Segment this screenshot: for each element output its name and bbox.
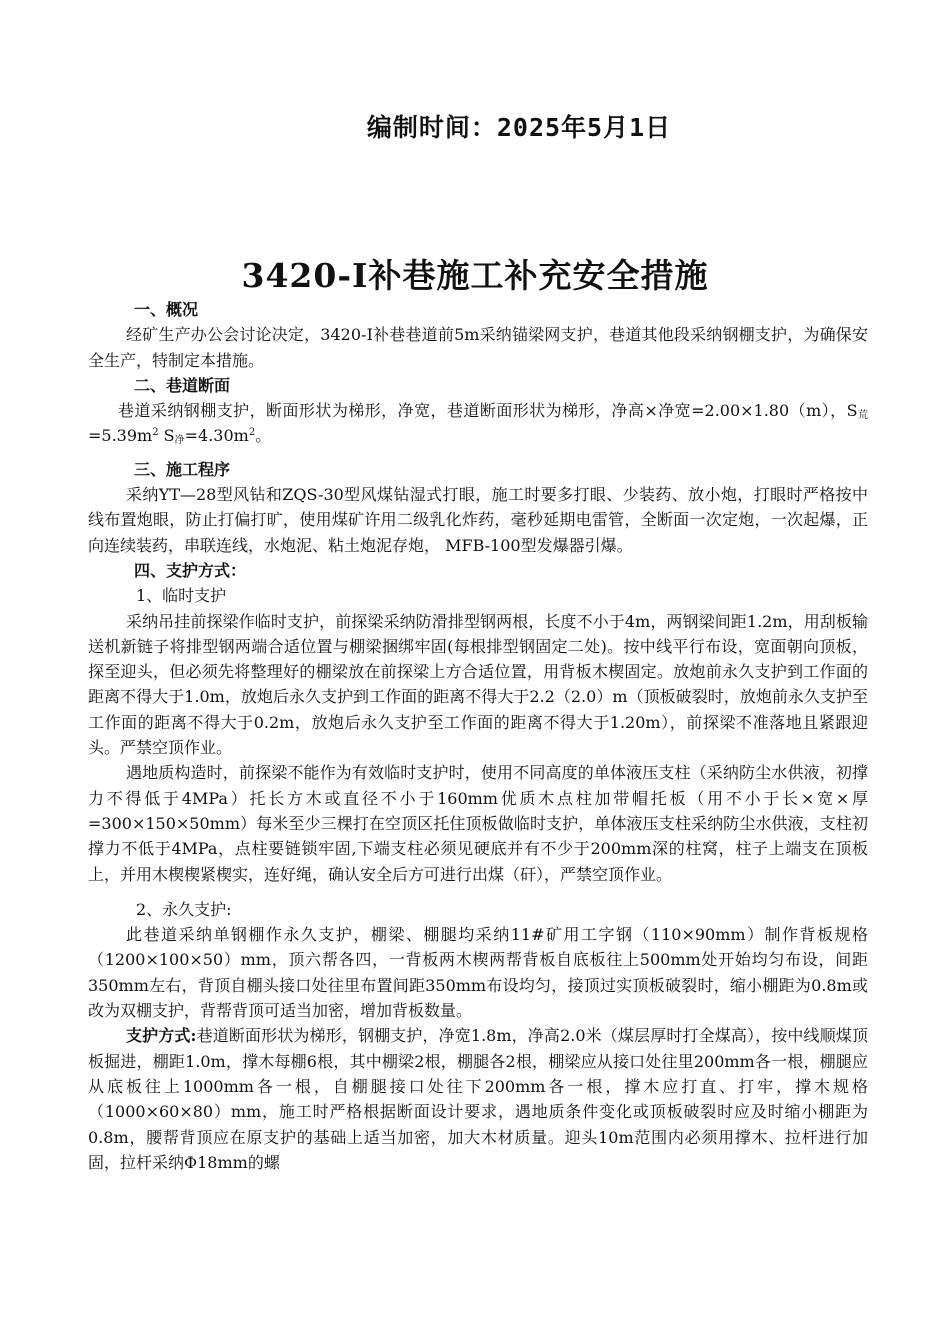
- subheading-temporary-support: 1、临时支护: [136, 586, 227, 606]
- section-heading-roadway-section: 二、巷道断面: [134, 375, 231, 395]
- paragraph-overview: 经矿生产办公会讨论决定，3420-Ⅰ补巷巷道前5m采纳锚梁网支护，巷道其他段采纳钢棚支护，为确保安全生产，特制定本措施。: [88, 325, 868, 370]
- document-body: [88, 297, 868, 1175]
- section-heading-overview: 一、概况: [134, 300, 199, 319]
- superscript: 2: [152, 427, 159, 439]
- subscript-net: 净: [174, 435, 185, 447]
- paragraph-temporary-support: 采纳吊挂前探梁作临时支护，前探梁采纳防滑排型钢两根，长度不小于4m，两钢梁间距1.2m，用刮板输送机新链子将排型钢两端合适位置与棚梁捆绑牢固(每根排型钢固定二处)。按中线平行布设，宽面朝向顶板，探至迎头，但必须先将整理好的棚梁放在前探梁上方合适位置，用背板木楔固定。放炮前永久支护到工作面的距离不得大于1.0m，放炮后永久支护到工作面的距离不得大于2.2（2.0）m（顶板破裂时，放炮前永久支护至工作面的距离不得大于0.2m，放炮后永久支护至工作面的距离不得大于1.20m），前探梁不准落地且紧跟迎头。严禁空顶作业。: [88, 611, 868, 758]
- section-heading-construction-procedure: 三、施工程序: [134, 459, 231, 479]
- inline-label: 支护方式:: [126, 1026, 197, 1046]
- compile-date: 编制时间：2025年5月1日: [366, 113, 672, 142]
- text-run: S: [158, 426, 175, 446]
- text-run: 。: [255, 426, 272, 446]
- paragraph-geological-structure: 遇地质构造时，前探梁不能作为有效临时支护时，使用不同高度的单体液压支柱（采纳防尘水供液，初撑力不得低于4MPa）托长方木或直径不小于160mm优质木点柱加带帽托板（用不小于长×宽×厚=300×150×50mm）每米至少三棵打在空顶区托住顶板做临时支护，单体液压支柱采纳防尘水供液，支柱初撑力不低于4MPa，点柱要链锁牢固,下端支柱必须见硬底并有不少于200mm深的柱窝，柱子上端支在顶板上，并用木楔楔紧楔实，连好绳，确认安全后方可进行出煤（矸），严禁空顶作业。: [88, 763, 868, 884]
- superscript: 2: [248, 427, 256, 439]
- document-title: 3420-Ⅰ补巷施工补充安全措施: [241, 256, 709, 295]
- paragraph-roadway-section: [88, 398, 868, 449]
- subscript-gross: 荒: [857, 410, 868, 422]
- subheading-permanent-support: 2、永久支护:: [136, 899, 232, 919]
- text-run: =4.30m: [184, 426, 249, 446]
- paragraph-permanent-support: 此巷道采纳单钢棚作永久支护，棚梁、棚腿均采纳11#矿用工字钢（110×90mm）制作背板规格（1200×100×50）mm，顶六帮各四，一背板两木楔两帮背板自底板往上500mm处开始均匀布设，间距350mm左右，背顶自棚头接口处往里布置间距350mm布设均匀，接顶过实顶板破裂时，缩小棚距为0.8m或改为双棚支护，背帮背顶可适当加密，增加背板数量。: [88, 925, 868, 1021]
- paragraph-construction-procedure: 采纳YT—28型风钻和ZQS-30型风煤钻湿式打眼，施工时要多打眼、少装药、放小炮，打眼时严格按中线布置炮眼，防止打偏打旷，使用煤矿许用二级乳化炸药，毫秒延期电雷管，全断面一次定炮，一次起爆，正向连续装药，串联连线，水炮泥、粘土炮泥存炮， MFB-100型发爆器引爆。: [88, 485, 868, 555]
- text-run: 巷道采纳钢棚支护，断面形状为梯形，净宽，巷道断面形状为梯形，净高×净宽=2.00×1.80（m），S: [118, 401, 858, 421]
- section-heading-support-method: 四、支护方式：: [134, 560, 247, 580]
- paragraph-support-details: [88, 1023, 868, 1175]
- text-run: 巷道断面形状为梯形，钢棚支护，净宽1.8m，净高2.0米（煤层厚时打全煤高），按中线顺煤顶板掘进，棚距1.0m，撑木每棚6根，其中棚梁2根，棚腿各2根，棚梁应从接口处往里200mm各一根，棚腿应从底板往上1000mm各一根，自棚腿接口处往下200mm各一根，撑木应打直、打牢，撑木规格（1000×60×80）mm，施工时严格根据断面设计要求，遇地质条件变化或顶板破裂时应及时缩小棚距为0.8m，腰帮背顶应在原支护的基础上适当加密，加大木材质量。迎头10m范围内必须用撑木、拉杆进行加固，拉杆采纳Φ18mm的螺: [88, 1026, 868, 1172]
- text-run: =5.39m: [88, 426, 153, 446]
